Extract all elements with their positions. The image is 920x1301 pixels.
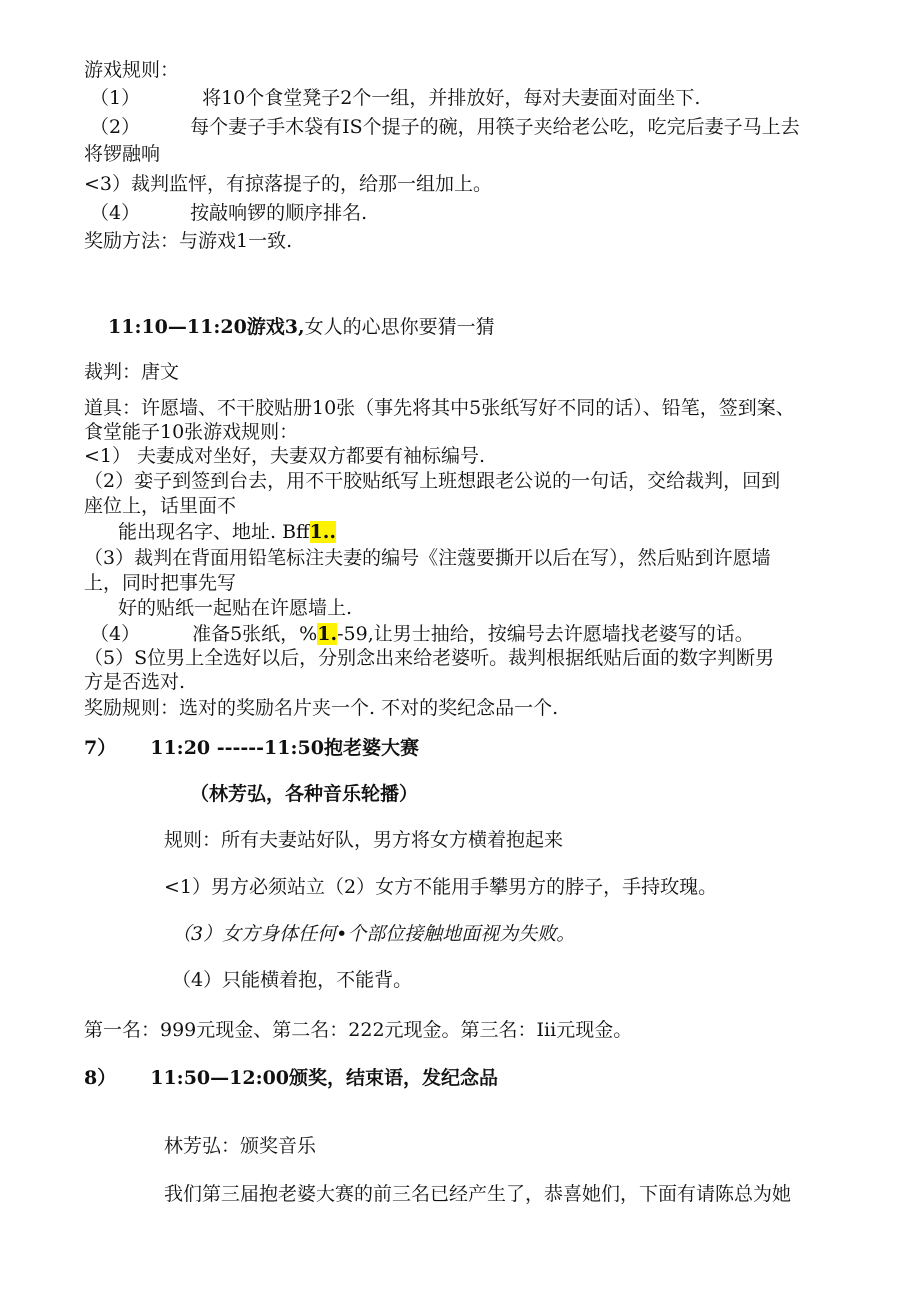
game2-rule-3: <3）裁判监怦，有掠落提子的，给那一组加上。 (84, 173, 493, 195)
rule-number: （2） (90, 116, 141, 138)
section8-heading (84, 1066, 498, 1090)
section7-rule-3: （3）女方身体任何•个部位接触地面视为失败。 (172, 923, 576, 945)
section7-rule: 规则：所有夫妻站好队，男方将女方横着抱起来 (164, 829, 564, 851)
game3-title (108, 315, 495, 339)
game3-rule-4 (90, 622, 754, 646)
game2-rule-2-continued: 将锣融响 (84, 143, 161, 165)
section8-speech: 我们第三届抱老婆大赛的前三名已经产生了，恭喜她们，下面有请陈总为她 (164, 1183, 792, 1205)
highlighted-text: 1. (317, 623, 338, 645)
game3-rule-5-line-1: （5）S位男上全选好以后，分别念出来给老婆听。裁判根据纸贴后面的数字判断男 (84, 647, 775, 669)
game3-name: 女人的心思你要猜一猜 (304, 316, 495, 338)
game3-referee: 裁判：唐文 (84, 361, 180, 383)
rule-text: 每个妻子手木袋有IS个提子的碗，用筷子夹给老公吃，吃完后妻子马上去 (190, 116, 800, 138)
rule-text: 能出现名字、地址. Bff (118, 521, 310, 543)
game3-reward: 奖励规则：选对的奖励名片夹一个. 不对的奖纪念品一个. (84, 697, 559, 719)
section7-prizes: 第一名：999元现金、第二名：222元现金。第三名：Iii元现金。 (84, 1019, 633, 1041)
section-title: 11:50—12:00颁奖，结束语，发纪念品 (150, 1067, 499, 1089)
game3-rule-5-line-2: 方是否选对. (84, 671, 186, 693)
rule-text: 按敲响锣的顺序排名. (190, 202, 368, 224)
section7-rule-1-2: <1）男方必须站立（2）女方不能用手攀男方的脖子，手持玫瑰。 (164, 876, 718, 898)
game3-rule-3-line-1: （3）裁判在背面用铅笔标注夫妻的编号《注蔻要撕开以后在写），然后贴到许愿墙 (84, 547, 771, 569)
rule-text: -59,让男士抽给，按编号去许愿墙找老婆写的话。 (337, 623, 754, 645)
game3-rule-2-line-3 (118, 520, 336, 544)
section-number: 8） (84, 1067, 117, 1089)
section7-host: （林芳弘，各种音乐轮播） (190, 783, 419, 805)
game3-props-line-2: 食堂能子10张游戏规则： (84, 421, 299, 443)
game3-time: 11:10—11:20游戏3, (108, 316, 305, 338)
game3-rule-2-line-2: 座位上，话里面不 (84, 495, 237, 517)
section8-host: 林芳弘：颁奖音乐 (164, 1135, 317, 1157)
game3-rule-1: <1） 夫妻成对坐好，夫妻双方都要有袖标编号. (84, 445, 486, 467)
rule-text: 将10个食堂凳子2个一组，并排放好，每对夫妻面对面坐下. (202, 87, 701, 109)
game3-rule-3-line-2: 上，同时把事先写 (84, 572, 237, 594)
section-title: 11:20 ------11:50抱老婆大赛 (150, 737, 419, 759)
game3-rule-2-line-1: （2）娈子到签到台去，用不干胶贴纸写上班想跟老公说的一句话，交给裁判，回到 (84, 470, 781, 492)
section7-rule-4: （4）只能横着抱，不能背。 (172, 969, 413, 991)
game2-rule-2 (90, 115, 800, 139)
game2-rule-4 (90, 201, 367, 225)
rule-text: 准备5张纸，% (192, 623, 318, 645)
game2-reward: 奖励方法：与游戏1一致. (84, 230, 293, 252)
section7-heading (84, 736, 419, 760)
game3-props-line-1: 道具：许愿墙、不干胶贴册10张（事先将其中5张纸写好不同的话）、铅笔，签到案、 (84, 397, 795, 419)
highlighted-text: 1.. (309, 521, 336, 543)
game2-rules-heading: 游戏规则： (84, 59, 180, 81)
section-number: 7） (84, 737, 117, 759)
rule-number: （4） (90, 623, 141, 645)
rule-number: （4） (90, 202, 141, 224)
game2-rule-1 (90, 86, 700, 110)
game3-rule-3-line-3: 好的贴纸一起贴在许愿墙上. (118, 597, 353, 619)
rule-number: （1） (90, 87, 141, 109)
